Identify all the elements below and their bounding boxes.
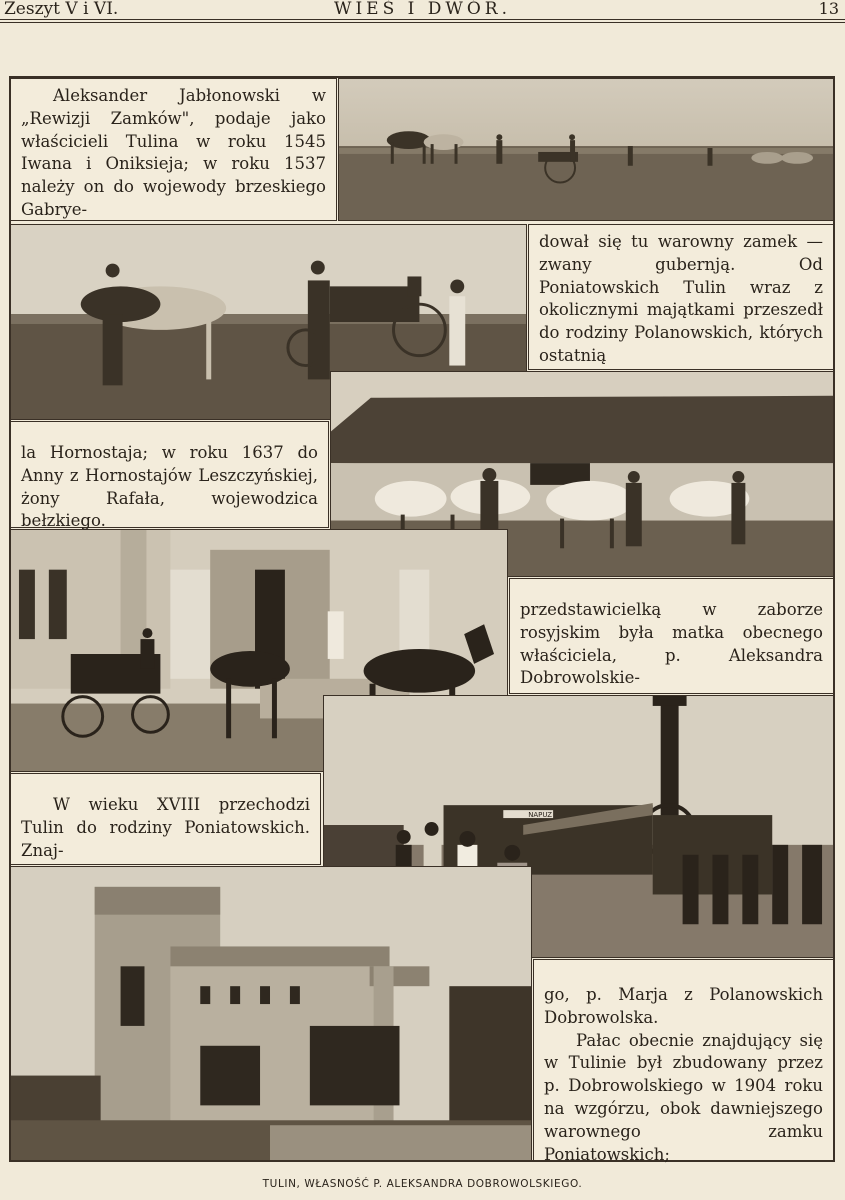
text-block-6 [533,959,834,1164]
photo-palace [10,866,532,1161]
page-number: 13 [818,0,839,18]
threshing-machine-sign: NAPUZ [528,811,553,820]
paragraph-4: przedstawicielką w zaborze rosyjskim była matka obecnego właściciela, p. Aleksandra Dobrowolskie- [520,600,823,688]
issue-label: Zeszyt V i VI. [4,0,119,19]
header-rule-top [0,19,845,20]
paragraph-2: dował się tu warowny zamek — zwany gubernją. Od Poniatowskich Tulin wraz z okolicznymi majątkami przeszedł do rodziny Polanowskich, których ostatnią [539,232,823,365]
text-block-4 [509,578,834,694]
journal-title: WIEŚ I DWÓR. [333,0,511,19]
text-block-3 [10,421,329,531]
text-block-5 [10,773,321,865]
header-rule-bottom [0,22,845,23]
paragraph-6b: Pałac obecnie znajdujący się w Tulinie był zbudowany przez p. Dobrowolskiego w 1904 roku na wzgórzu, obok dawniejszego warownego zamku Poniatowskich; [544,1030,823,1164]
photo-field-carts [338,78,834,221]
paragraph-5: W wieku XVIII przechodzi Tulin do rodziny Poniatowskich. Znaj- [21,795,310,860]
paragraph-3: la Hornostaja; w roku 1637 do Anny z Hornostajów Leszczyńskiej, żony Rafała, wojewodzica bełzkiego. [21,443,318,531]
text-block-1 [10,78,337,221]
text-block-2 [528,224,834,370]
figure-caption: TULIN, WŁASNOŚĆ P. ALEKSANDRA DOBROWOLSKIEGO. [262,1178,583,1190]
paragraph-1: Aleksander Jabłonowski w „Rewizji Zamków", podaje jako właścicieli Tulina w roku 1545 Iwana i Oniksieja; w roku 1537 należy on do wojewody brzeskiego Gabrye- [21,86,326,219]
paragraph-6a: go, p. Marja z Polanowskich Dobrowolska. [544,985,823,1027]
